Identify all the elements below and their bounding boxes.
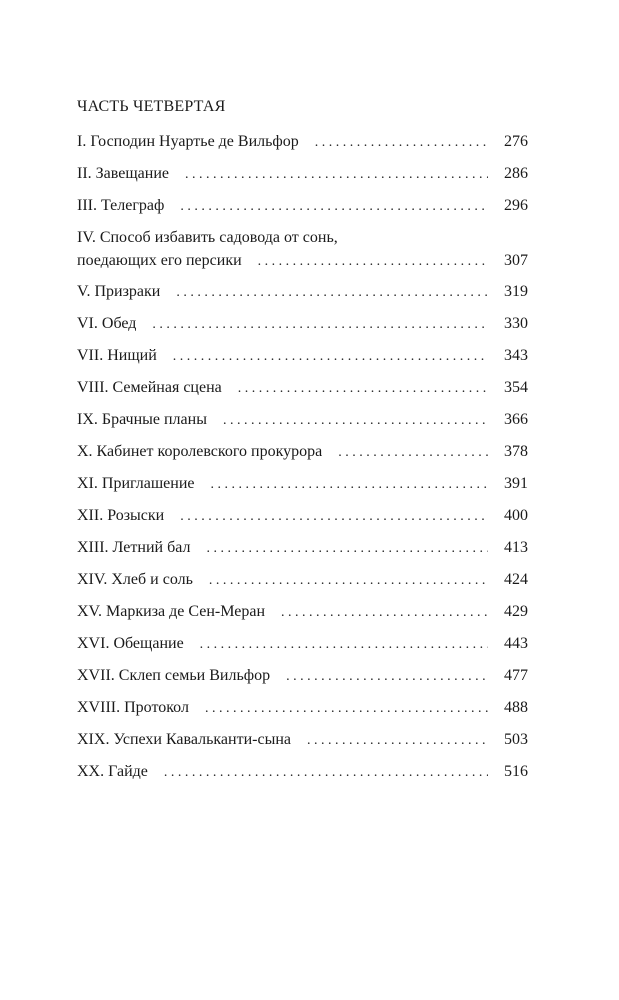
toc-entry-title: XIX. Успехи Кавальканти-сына (77, 731, 291, 748)
toc-entry-page: 307 (504, 252, 528, 269)
toc-entry-title: X. Кабинет королевского прокурора (77, 443, 323, 460)
toc-entry-page: 319 (504, 283, 528, 300)
toc-entry-title: VIII. Семейная сцена (77, 379, 222, 396)
toc-entry-page: 343 (504, 347, 528, 364)
toc-entry-page: 413 (504, 539, 528, 556)
toc-entry-title: XI. Приглашение (77, 475, 195, 492)
dot-leader (315, 133, 488, 153)
toc-entry-title: поедающих его персики (77, 252, 242, 269)
toc-entry-page: 477 (504, 667, 528, 684)
toc-entry (77, 634, 528, 655)
toc-entry-title: I. Господин Нуартье де Вильфор (77, 133, 299, 150)
toc-entry-page: 429 (504, 603, 528, 620)
toc-entry-page: 330 (504, 315, 528, 332)
toc-entry-title: V. Призраки (77, 283, 161, 300)
toc-entry-title: II. Завещание (77, 165, 169, 182)
toc-entry-page: 354 (504, 379, 528, 396)
toc-entry (77, 282, 528, 303)
dot-leader (209, 571, 488, 591)
toc-entry (77, 570, 528, 591)
toc-entry-title: VII. Нищий (77, 347, 157, 364)
table-of-contents (77, 0, 528, 1000)
toc-entry-title-line1: IV. Способ избавить садовода от сонь, (77, 229, 338, 246)
dot-leader (206, 539, 488, 559)
toc-entry (77, 314, 528, 335)
toc-entry-page: 503 (504, 731, 528, 748)
toc-entry-page: 296 (504, 197, 528, 214)
dot-leader (200, 635, 488, 655)
toc-entry-page: 366 (504, 411, 528, 428)
toc-entry (77, 506, 528, 527)
dot-leader (281, 603, 488, 623)
dot-leader (152, 315, 488, 335)
dot-leader (210, 475, 488, 495)
dot-leader (307, 731, 488, 751)
toc-entry (77, 410, 528, 431)
toc-entry-title: XIII. Летний бал (77, 539, 191, 556)
toc-entry (77, 346, 528, 367)
dot-leader (286, 667, 488, 687)
toc-entry-title: XX. Гайде (77, 763, 148, 780)
toc-entry-page: 378 (504, 443, 528, 460)
toc-entry-title: XVI. Обещание (77, 635, 184, 652)
toc-entry-page: 286 (504, 165, 528, 182)
toc-entry (77, 132, 528, 153)
dot-leader (176, 283, 488, 303)
dot-leader (180, 507, 488, 527)
toc-entry-title: XII. Розыски (77, 507, 165, 524)
toc-entry (77, 228, 528, 272)
dot-leader (164, 763, 488, 783)
toc-entry-title: XVII. Склеп семьи Вильфор (77, 667, 271, 684)
toc-entry-page: 400 (504, 507, 528, 524)
toc-entry-page: 391 (504, 475, 528, 492)
dot-leader (180, 197, 488, 217)
dot-leader (258, 252, 488, 272)
toc-entry (77, 164, 528, 185)
dot-leader (185, 165, 488, 185)
toc-entry-title: IX. Брачные планы (77, 411, 207, 428)
toc-entry (77, 666, 528, 687)
toc-entry (77, 442, 528, 463)
toc-entry-page: 443 (504, 635, 528, 652)
toc-entry-title: VI. Обед (77, 315, 137, 332)
toc-entry-title: III. Телеграф (77, 197, 165, 214)
toc-entry (77, 378, 528, 399)
toc-entry (77, 762, 528, 783)
toc-entry (77, 196, 528, 217)
toc-entry-title: XIV. Хлеб и соль (77, 571, 193, 588)
toc-entry-page: 516 (504, 763, 528, 780)
toc-entry (77, 730, 528, 751)
toc-entry (77, 474, 528, 495)
toc-entry-page: 424 (504, 571, 528, 588)
toc-entry-page: 488 (504, 699, 528, 716)
toc-entry-title: XV. Маркиза де Сен-Меран (77, 603, 266, 620)
toc-entry-title: XVIII. Протокол (77, 699, 189, 716)
toc-entry (77, 538, 528, 559)
dot-leader (338, 443, 488, 463)
toc-entry (77, 602, 528, 623)
toc-entry-page: 276 (504, 133, 528, 150)
part-title: ЧАСТЬ ЧЕТВЕРТАЯ (77, 98, 226, 115)
dot-leader (205, 699, 488, 719)
dot-leader (173, 347, 488, 367)
toc-entry (77, 698, 528, 719)
dot-leader (223, 411, 488, 431)
dot-leader (238, 379, 488, 399)
